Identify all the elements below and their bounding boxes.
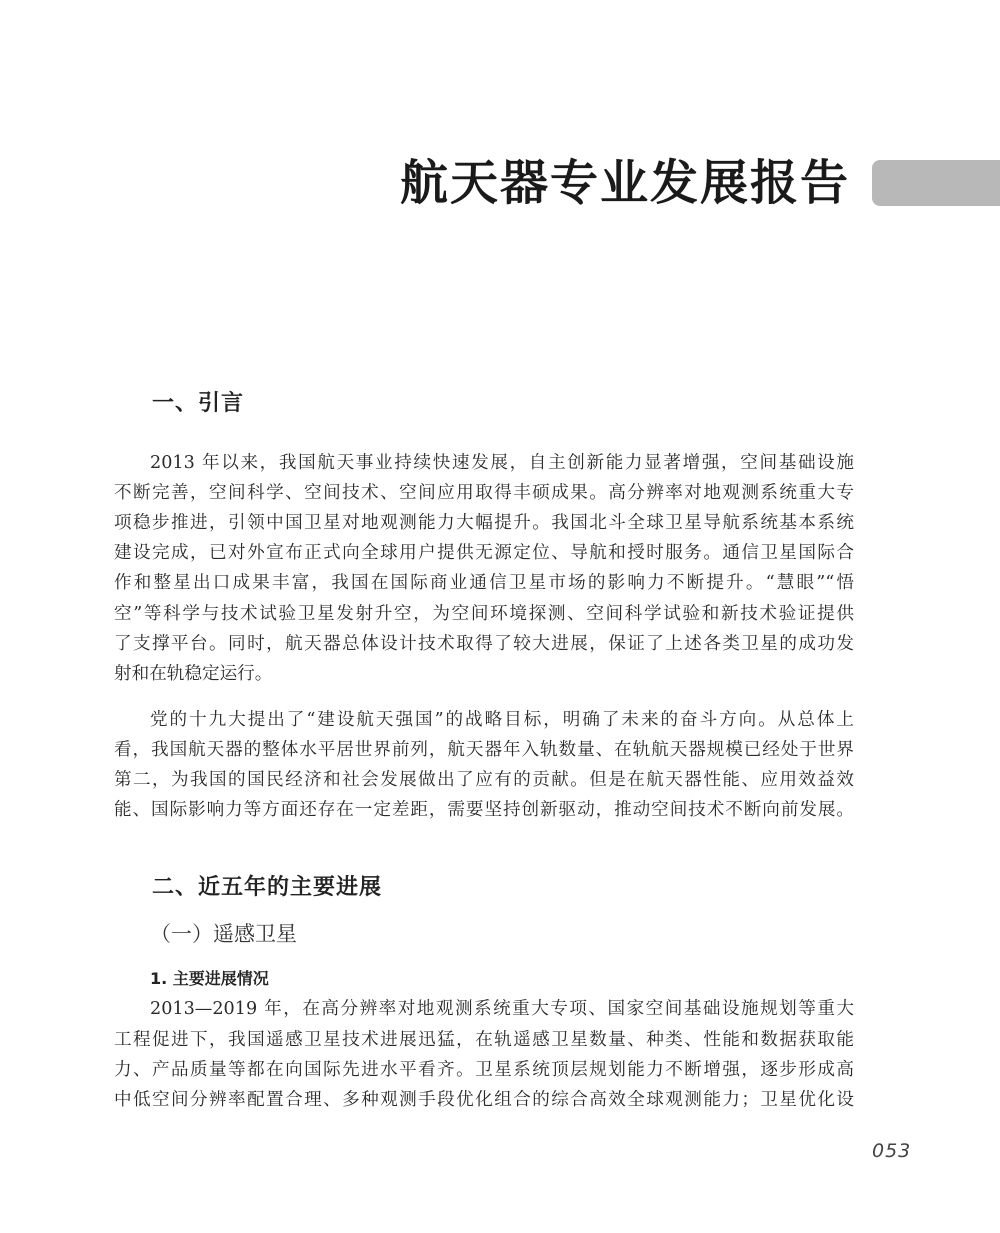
text-line: 能、国际影响力等方面还存在一定差距，需要坚持创新驱动，推动空间技术不断向前发展。	[114, 800, 854, 820]
text-line: 看，我国航天器的整体水平居世界前列，航天器年入轨数量、在轨航天器规模已经处于世界	[114, 740, 854, 760]
subsection-heading-remote-sensing: （一）遥感卫星	[150, 922, 297, 946]
text-line: 了支撑平台。同时，航天器总体设计技术取得了较大进展，保证了上述各类卫星的成功发	[114, 634, 854, 654]
text-line: 2013 年以来，我国航天事业持续快速发展，自主创新能力显著增强，空间基础设施	[150, 453, 854, 473]
text-line: 党的十九大提出了“建设航天强国”的战略目标，明确了未来的奋斗方向。从总体上	[150, 710, 854, 730]
subsubsection-heading-main-progress: 1. 主要进展情况	[150, 969, 269, 988]
text-line: 项稳步推进，引领中国卫星对地观测能力大幅提升。我国北斗全球卫星导航系统基本系统	[114, 513, 854, 533]
section-heading-progress: 二、近五年的主要进展	[152, 874, 383, 900]
text-line: 中低空间分辨率配置合理、多种观测手段优化组合的综合高效全球观测能力；卫星优化设	[114, 1090, 854, 1110]
text-line: 作和整星出口成果丰富，我国在国际商业通信卫星市场的影响力不断提升。“慧眼”“悟	[114, 573, 854, 593]
page-title: 航天器专业发展报告	[399, 155, 850, 211]
text-line: 第二，为我国的国民经济和社会发展做出了应有的贡献。但是在航天器性能、应用效益效	[114, 770, 854, 790]
text-line: 力、产品质量等都在向国际先进水平看齐。卫星系统顶层规划能力不断增强，逐步形成高	[114, 1060, 854, 1080]
text-line: 工程促进下，我国遥感卫星技术进展迅猛，在轨遥感卫星数量、种类、性能和数据获取能	[114, 1030, 854, 1050]
text-line: 不断完善，空间科学、空间技术、空间应用取得丰硕成果。高分辨率对地观测系统重大专	[114, 483, 854, 503]
text-line: 空”等科学与技术试验卫星发射升空，为空间环境探测、空间科学试验和新技术验证提供	[114, 604, 854, 624]
title-tab-decoration	[872, 160, 1000, 206]
section-heading-introduction: 一、引言	[152, 390, 245, 416]
page-number: 053	[872, 1140, 912, 1162]
text-line: 射和在轨稳定运行。	[114, 664, 273, 684]
text-line: 建设完成，已对外宣布正式向全球用户提供无源定位、导航和授时服务。通信卫星国际合	[114, 543, 854, 563]
text-line: 2013—2019 年，在高分辨率对地观测系统重大专项、国家空间基础设施规划等重大	[150, 999, 854, 1019]
